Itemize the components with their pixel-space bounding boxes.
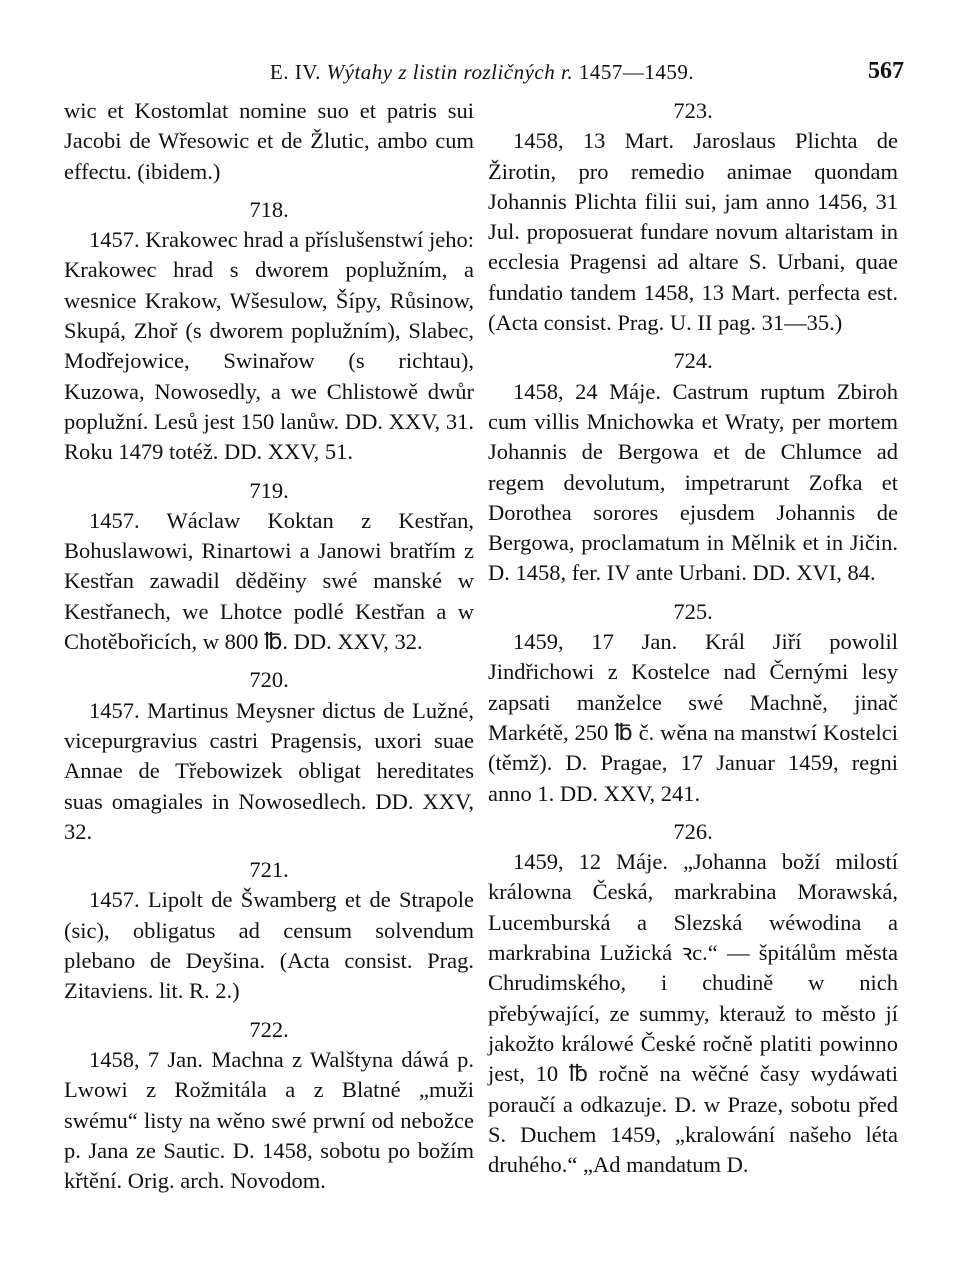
page-number: 567 bbox=[868, 58, 904, 84]
entry-text: 1459, 12 Máje. „Johanna boží milostí králowna Česká, markrabina Morawská, Lucemburská a Slezská wéwodina a markrabina Lužická ꝛc.“ — špitálům města Chrudimského, i chudině w nich přebýwající, ze summy, kterauž to město jí jakožto králowé České ročně platiti powinno jest, 10 ℔ ročně na wěčné časy wydáwati poraučí a odkazuje. D. w Praze, sobotu před S. Duchem 1459, „kralowání našeho léta druhého.“ „Ad mandatum D. bbox=[488, 849, 898, 1178]
right-column bbox=[488, 96, 898, 1188]
entry-721 bbox=[64, 855, 474, 1006]
entry-number: 724. bbox=[673, 348, 713, 374]
entry-text: 1457. Lipolt de Šwamberg et de Strapole (sic), obligatus ad censum solvendum plebano de Deyšina. (Acta consist. Prag. Zitaviens. lit. R. 2.) bbox=[64, 887, 474, 1004]
entry-722 bbox=[64, 1015, 474, 1197]
entry-text: 1457. Wáclaw Koktan z Kestřan, Bohuslawowi, Rinartowi a Janowi bratřím z Kestřan zawadil děděiny swé manské w Kestřanech, we Lhotce podlé Kestřan a w Chotěbořicích, w 800 ℔. DD. XXV, 32. bbox=[64, 507, 474, 655]
entry-text: 1458, 7 Jan. Machna z Walštyna dáwá p. Lwowi z Rožmitála a z Blatné „muži swému“ listy na wěno swé prwní od nebožce p. Jana ze Sautic. D. 1458, sobotu po božím křtění. Orig. arch. Novodom. bbox=[64, 1046, 474, 1194]
entry-number: 718. bbox=[249, 196, 289, 222]
entry-719 bbox=[64, 476, 474, 658]
entry-726 bbox=[488, 817, 898, 1181]
entry-number: 726. bbox=[673, 818, 713, 844]
running-head-years: 1457—1459. bbox=[578, 60, 695, 84]
page-header bbox=[60, 56, 904, 92]
entry-number: 720. bbox=[249, 667, 289, 693]
entry-724 bbox=[488, 346, 898, 588]
entry-text: 1458, 24 Máje. Castrum ruptum Zbiroh cum villis Mnichowka et Wraty, per mortem Johannis de Bergowa et de Chlumce ad regem devolutum, impetrarunt Zofka et Dorothea sorores ejusdem Johannis de Bergowa, proclamatum in Mělnik et in Jičin. D. 1458, fer. IV ante Urbani. DD. XVI, 84. bbox=[488, 378, 898, 586]
entry-number: 723. bbox=[673, 98, 713, 123]
entry-text: 1457. Krakowec hrad a příslušenstwí jeho: Krakowec hrad s dworem poplužním, a wesnice Krakow, Wšesulow, Šípy, Růsinow, Skupá, Zhoř (s dworem poplužním), Slabec, Modřejowice, Swinařow (s richtau), Kuzowa, Nowosedly, a we Chlistowě dwůr poplužní. Lesů jest 150 lanůw. DD. XXV, 31. Roku 1479 totéž. DD. XXV, 51. bbox=[64, 227, 474, 465]
entry-text: 1457. Martinus Meysner dictus de Lužné, vicepurgravius castri Pragensis, uxori suae Annae de Třebowizek obligat hereditates suas omagiales in Nowosedlech. DD. XXV, 32. bbox=[64, 697, 474, 844]
entry-number: 722. bbox=[249, 1016, 289, 1042]
running-head bbox=[60, 60, 904, 85]
entry-text: 1459, 17 Jan. Král Jiří powolil Jindřichowi z Kostelce nad Černými lesy zapsati manželce swé Machně, jinač Markétě, 250 ℔ č. wěna na manstwí Kostelci (těmž). D. Pragae, 17 Januar 1459, regni anno 1. DD. XXV, 241. bbox=[488, 629, 898, 806]
left-column bbox=[64, 96, 474, 1204]
entry-number: 725. bbox=[673, 598, 713, 624]
entry-718 bbox=[64, 195, 474, 468]
entry-number: 719. bbox=[249, 477, 289, 503]
entry-text: 1458, 13 Mart. Jaroslaus Plichta de Žirotin, pro remedio animae quondam Johannis Plichta filii sui, jam anno 1456, 31 Jul. proposuerat fundare novum altaristam in ecclesia Pragensi ad altare S. Urbani, quae fundatio tandem 1458, 13 Mart. perfecta est. (Acta consist. Prag. U. II pag. 31—35.) bbox=[488, 128, 898, 336]
entry-720 bbox=[64, 665, 474, 847]
running-head-prefix: E. IV. bbox=[269, 60, 321, 84]
continued-text: wic et Kostomlat nomine suo et patris sui Jacobi de Wřesowic et de Žlutic, ambo cum effectu. (ibidem.) bbox=[64, 98, 474, 184]
entry-725 bbox=[488, 597, 898, 809]
running-head-title: Wýtahy z listin rozličných r. bbox=[326, 60, 574, 84]
entry-number: 721. bbox=[249, 857, 289, 883]
entry-723 bbox=[488, 96, 898, 338]
